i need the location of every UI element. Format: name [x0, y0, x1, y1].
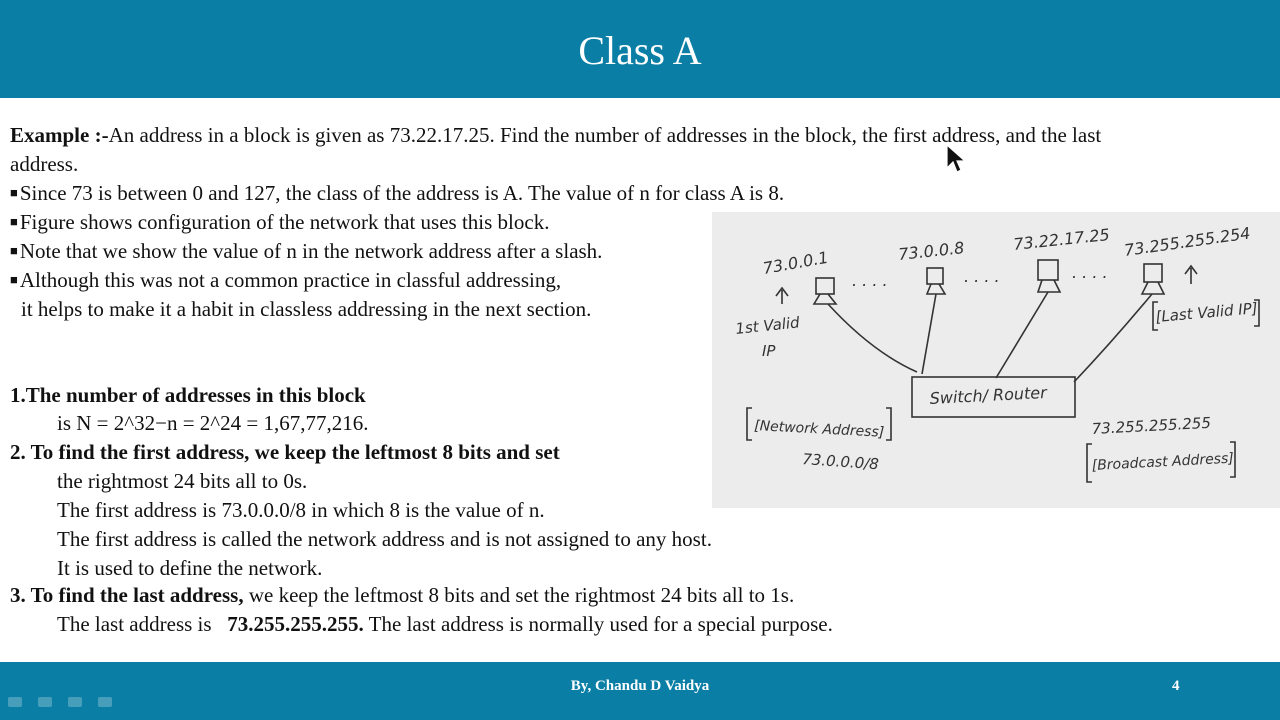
network-bracket-left: [747, 408, 752, 440]
last-valid-label: [Last Valid IP]: [1154, 299, 1259, 326]
network-bracket-right: [886, 408, 891, 440]
step-3-line-2: [57, 610, 833, 639]
last-valid-arrow-icon: [1185, 266, 1197, 284]
host-4-stand: [1142, 282, 1164, 294]
dots-1: . . . .: [852, 271, 888, 290]
bullet-square-icon: ■: [10, 243, 18, 258]
title-bar: [0, 0, 1280, 98]
step-3-line-1: [10, 581, 794, 610]
step-1-line: is N = 2^32−n = 2^24 = 1,67,77,216.: [57, 411, 369, 435]
bullet-square-icon: ■: [10, 185, 18, 200]
footer-bar: [0, 662, 1280, 720]
host-3-stand: [1038, 280, 1060, 292]
host-4-icon: [1144, 264, 1162, 282]
step-3-text: we keep the leftmost 8 bits and set the rightmost 24 bits all to 1s.: [243, 583, 795, 607]
step-1-heading: [10, 381, 366, 410]
bullet-text: Note that we show the value of n in the network address after a slash.: [19, 239, 603, 263]
link-1: [828, 304, 917, 372]
host-1-stand: [814, 294, 836, 304]
slide-title: Class A: [578, 28, 702, 73]
last-address-prefix: The last address is: [57, 612, 228, 636]
link-3: [996, 292, 1048, 378]
slide-navigation-controls: [8, 694, 128, 708]
host-3-label: 73.22.17.25: [1012, 224, 1111, 254]
step-2-line-2: The first address is 73.0.0.0/8 in which 8 is the value of n.: [57, 498, 545, 522]
bullet-text: Figure shows configuration of the network that uses this block.: [19, 210, 550, 234]
last-address-value: 73.255.255.255.: [227, 612, 364, 636]
example-text-1: An address in a block is given as 73.22.17.25. Find the number of addresses in the block, the first address, and the last: [108, 123, 1102, 147]
step-1-heading-text: 1.The number of addresses in this block: [10, 383, 366, 407]
step-2-heading: [10, 438, 560, 467]
page-number: 4: [1172, 678, 1180, 694]
pen-icon[interactable]: [38, 697, 52, 707]
bullet-text: Although this was not a common practice in classful addressing,: [19, 268, 562, 292]
example-label: Example :-: [10, 123, 109, 147]
host-1-label: 73.0.0.1: [761, 247, 830, 278]
host-2-label: 73.0.0.8: [897, 238, 966, 264]
next-slide-icon[interactable]: [98, 697, 112, 707]
footer-author: By, Chandu D Vaidya: [570, 678, 710, 694]
host-2-icon: [927, 268, 943, 284]
step-2-line-3: The first address is called the network address and is not assigned to any host.: [57, 527, 712, 551]
bullet-square-icon: ■: [10, 214, 18, 229]
dots-3: . . . .: [1072, 263, 1108, 282]
first-valid-label-1: 1st Valid: [734, 313, 801, 338]
host-2-stand: [927, 284, 945, 294]
bullet-square-icon: ■: [10, 272, 18, 287]
network-address-label: [Network Address]: [753, 418, 885, 441]
step-2-heading-text: 2. To find the first address, we keep the leftmost 8 bits and set: [10, 440, 560, 464]
bullet-3: [10, 237, 602, 268]
step-3-heading: 3. To find the last address,: [10, 583, 244, 607]
network-diagram: [712, 212, 1280, 508]
slide-menu-icon[interactable]: [68, 697, 82, 707]
host-4-label: 73.255.255.254: [1122, 223, 1252, 260]
first-valid-arrow-icon: [776, 288, 788, 304]
broadcast-label: [Broadcast Address]: [1091, 450, 1235, 474]
step-2-line-4: It is used to define the network.: [57, 556, 323, 580]
step-2-line-1: the rightmost 24 bits all to 0s.: [57, 469, 308, 493]
bullet-1: [10, 179, 784, 210]
link-2: [922, 294, 936, 374]
host-1-icon: [816, 278, 834, 294]
previous-slide-icon[interactable]: [8, 697, 22, 707]
bullet-2: [10, 208, 549, 239]
mouse-cursor-icon: [946, 144, 966, 179]
bullet-4: [10, 266, 561, 297]
network-diagram-svg: [712, 212, 1280, 508]
first-valid-label-2: IP: [762, 342, 776, 360]
bullet-text: Since 73 is between 0 and 127, the class of the address is A. The value of n for class A is 8.: [19, 181, 785, 205]
host-3-icon: [1038, 260, 1058, 280]
switch-router-label: Switch/ Router: [929, 382, 1048, 408]
last-address-suffix: The last address is normally used for a special purpose.: [363, 612, 833, 636]
bullet-4-continuation: it helps to make it a habit in classless addressing in the next section.: [21, 297, 592, 321]
network-address-value: 73.0.0.0/8: [801, 450, 880, 474]
dots-2: . . . .: [964, 267, 1000, 286]
example-line-2: address.: [10, 152, 79, 176]
link-4: [1074, 294, 1152, 382]
broadcast-value: 73.255.255.255: [1091, 413, 1212, 438]
example-line-1: [10, 121, 1101, 150]
